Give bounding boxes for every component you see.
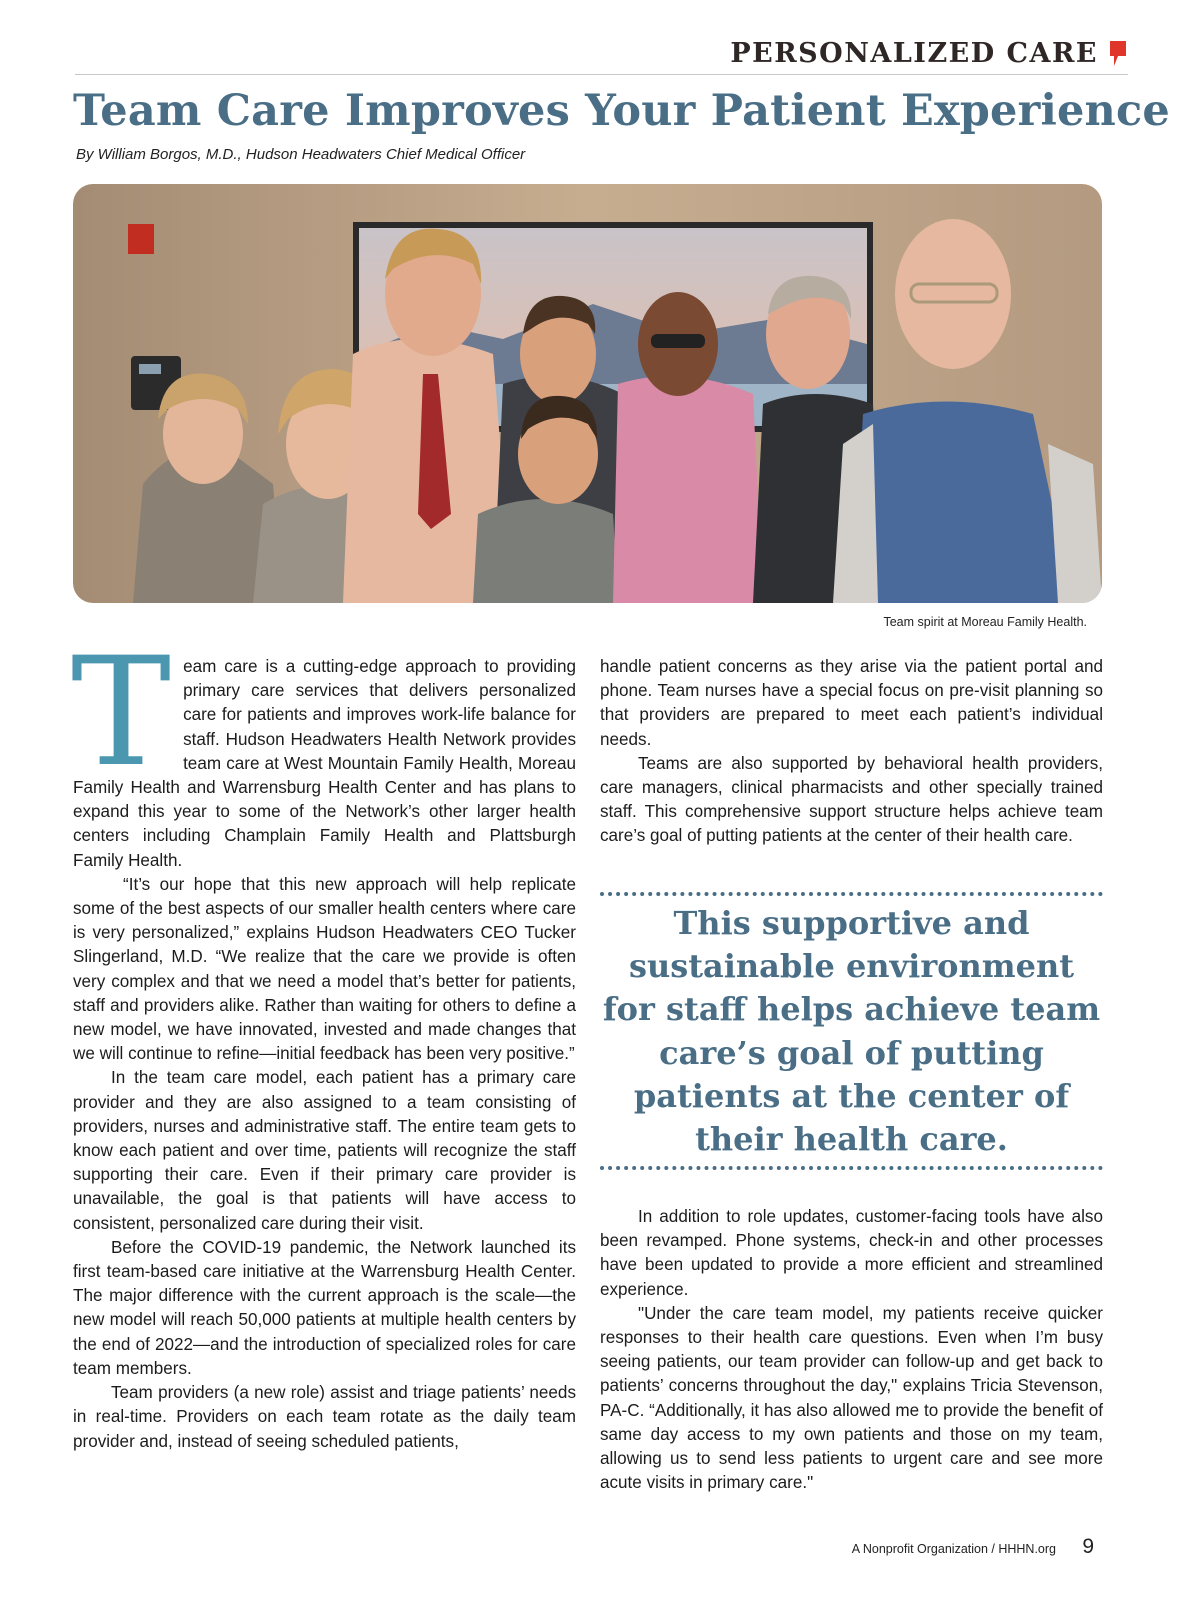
pull-quote-bottom-divider	[600, 1166, 1103, 1170]
red-speech-flag-icon	[1108, 39, 1128, 69]
drop-cap: T	[71, 626, 172, 800]
section-header	[730, 38, 1128, 69]
team-photo-illustration	[73, 184, 1102, 603]
page-number: 9	[1082, 1535, 1094, 1558]
team-photo	[73, 184, 1102, 603]
paragraph: Team providers (a new role) assist and triage patients’ needs in real-time. Providers on each team rotate as the daily team provider and, instead of seeing scheduled patients,	[73, 1383, 576, 1451]
paragraph: "Under the care team model, my patients receive quicker responses to their health care questions. Even when I’m busy seeing patients, our team provider can follow-up and get back to patients’ concerns throughout the day," explains Tricia Stevenson, PA-C. “Additionally, it has also allowed me to provide the benefit of same day access to my own patients and those on my team, allowing us to send less patients to urgent care and see more acute visits in primary care."	[600, 1303, 1103, 1493]
right-column-bottom	[600, 1205, 1103, 1495]
pull-quote-text: This supportive and sustainable environment for staff helps achieve team care’s goal of putting patients at the center of their health care.	[602, 904, 1101, 1159]
section-label: PERSONALIZED CARE	[730, 38, 1098, 69]
paragraph: eam care is a cutting-edge approach to providing primary care services that delivers personalized care for patients and improves work-life balance for staff. Hudson Headwaters Health Network provides team care at West Mountain Family Health, Moreau Family Health and Warrensburg Health Center and has plans to expand this year to some of the Network’s other larger health centers including Champlain Family Health and Plattsburgh Family Health.	[73, 657, 576, 870]
paragraph: In the team care model, each patient has a primary care provider and they are also assigned to a team consisting of providers, nurses and administrative staff. The entire team gets to know each patient and over time, patients will recognize the staff supporting their care. Even if their primary care provider is unavailable, the goal is that patients will have access to consistent, personalized care during their visit.	[73, 1068, 576, 1233]
header-divider	[75, 74, 1128, 75]
footer-org: A Nonprofit Organization / HHHN.org	[851, 1542, 1056, 1556]
article-title: Team Care Improves Your Patient Experience	[73, 86, 1170, 136]
pull-quote-top-divider	[600, 892, 1103, 896]
photo-caption: Team spirit at Moreau Family Health.	[883, 615, 1087, 629]
paragraph: handle patient concerns as they arise via the patient portal and phone. Team nurses have a special focus on pre-visit planning so that providers are prepared to meet each patient’s individual needs.	[600, 657, 1103, 749]
left-column	[71, 626, 576, 1454]
paragraph: Teams are also supported by behavioral health providers, care managers, clinical pharmacists and other specially trained staff. This comprehensive support structure helps achieve team care’s goal of putting patients at the center of their health care.	[600, 753, 1103, 846]
byline: By William Borgos, M.D., Hudson Headwaters Chief Medical Officer	[76, 146, 526, 163]
paragraph: In addition to role updates, customer-facing tools have also been revamped. Phone systems, check-in and other processes have been updated to provide a more efficient and streamlined experience.	[600, 1207, 1103, 1299]
paragraph: “It’s our hope that this new approach will help replicate some of the best aspects of our smaller health centers where care is very personalized,” explains Hudson Headwaters CEO Tucker Slingerland, M.D. “We realize that the care we provide is often very complex and that we need a model that’s better for patients, staff and providers alike. Rather than waiting for others to define a new model, we have innovated, invested and made changes that we will continue to refine—initial feedback has been very positive.”	[73, 874, 576, 1064]
right-column-top	[600, 655, 1103, 849]
pull-quote	[600, 886, 1103, 1176]
paragraph: Before the COVID-19 pandemic, the Network launched its first team-based care initiative at the Warrensburg Health Center. The major difference with the current approach is the scale—the new model will reach 50,000 patients at multiple health centers by the end of 2022—and the introduction of specialized roles for care team members.	[73, 1237, 576, 1378]
